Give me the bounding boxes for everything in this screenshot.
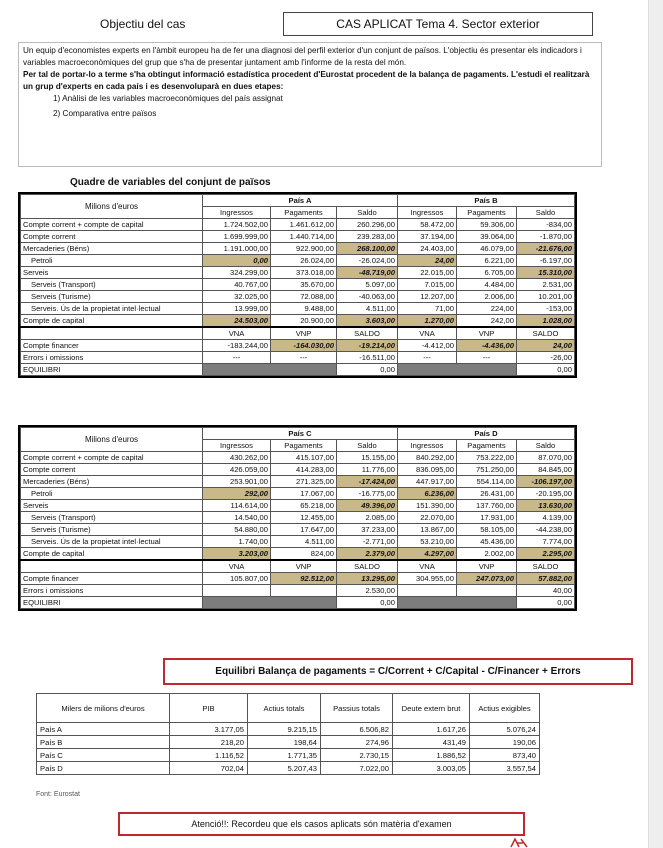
summary-header: Actius exigibles <box>470 694 540 723</box>
table-row <box>37 762 540 775</box>
summary-header: Passius totals <box>321 694 393 723</box>
table-cell: 24.503,00 <box>203 315 271 328</box>
row-label: Mercaderies (Béns) <box>21 476 203 488</box>
table-cell: 24.403,00 <box>398 243 457 255</box>
row-label: Compte corrent + compte de capital <box>21 452 203 464</box>
table-cell: 3.003,05 <box>393 762 470 775</box>
table-cell: 13.867,00 <box>398 524 457 536</box>
table-row <box>37 723 540 736</box>
table-cell: 6.705,00 <box>457 267 517 279</box>
table-cell: 271.325,00 <box>271 476 337 488</box>
col-header: Pagaments <box>457 207 517 219</box>
table-row <box>21 327 575 340</box>
intro-box <box>18 42 602 167</box>
equilibri-formula: Equilibri Balança de pagaments = C/Corrent + C/Capital - C/Financer + Errors <box>163 658 633 685</box>
table-cell: 2.295,00 <box>517 548 575 561</box>
table-cell-blank <box>398 364 517 376</box>
bop-table-1-frame <box>18 192 577 378</box>
table-cell <box>271 585 337 597</box>
objective-title: Objectiu del cas <box>100 17 186 31</box>
table-cell: 45.436,00 <box>457 536 517 548</box>
summary-header: Milers de milions d'euros <box>37 694 170 723</box>
table-cell: 24,00 <box>517 340 575 352</box>
row-label <box>21 327 203 340</box>
table-cell: 6.236,00 <box>398 488 457 500</box>
table-cell: 57.882,00 <box>517 573 575 585</box>
table-cell: 39.064,00 <box>457 231 517 243</box>
col-header: Ingressos <box>398 440 457 452</box>
table-cell: VNP <box>457 327 517 340</box>
table-cell: -16.775,00 <box>337 488 398 500</box>
table-cell: 268.100,00 <box>337 243 398 255</box>
table-row <box>21 340 575 352</box>
quadre-title: Quadre de variables del conjunt de països <box>70 177 271 188</box>
row-label: Compte financer <box>21 340 203 352</box>
table-cell: -6.197,00 <box>517 255 575 267</box>
summary-header: PIB <box>170 694 248 723</box>
table-cell: 14.540,00 <box>203 512 271 524</box>
milions-label: Milions d'euros <box>21 428 203 452</box>
scrollbar-track[interactable] <box>648 0 663 848</box>
table-cell: VNA <box>398 560 457 573</box>
table-cell: 11.776,00 <box>337 464 398 476</box>
table-cell: 9.488,00 <box>271 303 337 315</box>
table-cell: 37.194,00 <box>398 231 457 243</box>
table-cell: 17.067,00 <box>271 488 337 500</box>
col-header: Pagaments <box>271 207 337 219</box>
table-cell: SALDO <box>517 327 575 340</box>
table-cell: 13.630,00 <box>517 500 575 512</box>
table-row <box>21 231 575 243</box>
table-cell: --- <box>398 352 457 364</box>
row-label: Compte financer <box>21 573 203 585</box>
table-cell: 54.880,00 <box>203 524 271 536</box>
table-row <box>21 560 575 573</box>
row-label: Errors i omissions <box>21 585 203 597</box>
row-label: EQUILIBRI <box>21 597 203 609</box>
table-cell: 1.191.000,00 <box>203 243 271 255</box>
table-cell: VNA <box>203 327 271 340</box>
summary-country: País D <box>37 762 170 775</box>
table-cell: -20.195,00 <box>517 488 575 500</box>
col-header: Ingressos <box>203 207 271 219</box>
table-cell: 3.557,54 <box>470 762 540 775</box>
table-cell: 17.647,00 <box>271 524 337 536</box>
row-label: Compte corrent <box>21 231 203 243</box>
table-cell <box>203 585 271 597</box>
table-cell: 0,00 <box>517 364 575 376</box>
table-cell: 274,96 <box>321 736 393 749</box>
table-cell: 87.070,00 <box>517 452 575 464</box>
table-cell: 20.900,00 <box>271 315 337 328</box>
table-row <box>21 364 575 376</box>
table-row <box>21 352 575 364</box>
table-cell: -4.436,00 <box>457 340 517 352</box>
table-cell: 105.807,00 <box>203 573 271 585</box>
table-cell-blank <box>203 597 337 609</box>
table-cell: 4.139,00 <box>517 512 575 524</box>
table-cell: 84.845,00 <box>517 464 575 476</box>
table-cell: 22.070,00 <box>398 512 457 524</box>
table-cell: 1.886,52 <box>393 749 470 762</box>
table-row <box>21 524 575 536</box>
table-cell: 431,49 <box>393 736 470 749</box>
table-cell: 2.530,00 <box>337 585 398 597</box>
table-cell: 198,64 <box>248 736 321 749</box>
table-row <box>21 315 575 328</box>
table-cell: 12.455,00 <box>271 512 337 524</box>
table-cell: 753.222,00 <box>457 452 517 464</box>
table-cell: -44.238,00 <box>517 524 575 536</box>
col-header: Saldo <box>337 207 398 219</box>
table-cell: 873,40 <box>470 749 540 762</box>
table-cell: 2.379,00 <box>337 548 398 561</box>
table-cell: 1.740,00 <box>203 536 271 548</box>
table-row <box>21 548 575 561</box>
table-cell: 9.215,15 <box>248 723 321 736</box>
table-row <box>21 585 575 597</box>
table-cell: 751.250,00 <box>457 464 517 476</box>
table-cell: 218,20 <box>170 736 248 749</box>
table-cell: 1.724.502,00 <box>203 219 271 231</box>
table-cell: -26,00 <box>517 352 575 364</box>
table-cell <box>398 585 457 597</box>
row-label: Serveis <box>21 500 203 512</box>
col-header: Pagaments <box>457 440 517 452</box>
row-label: Petroli <box>21 488 203 500</box>
step-item-2: 2) Comparativa entre països <box>53 109 157 118</box>
table-cell: 6.506,82 <box>321 723 393 736</box>
table-cell: VNA <box>398 327 457 340</box>
col-header: Pagaments <box>271 440 337 452</box>
table-cell: 415.107,00 <box>271 452 337 464</box>
summary-table-frame <box>36 693 540 775</box>
intro-paragraph-1: Un equip d'economistes experts en l'àmbit europeu ha de fer una diagnosi del perfil exterior d'un conjunt de països. L'objectiu és presentar els indicadors i variables macroeconòmiques del grup que s'ha de presentar juntament amb l'informe de la resta del món. <box>23 46 582 67</box>
table-cell: SALDO <box>337 327 398 340</box>
table-row <box>37 736 540 749</box>
table-row <box>21 476 575 488</box>
table-cell: 247.073,00 <box>457 573 517 585</box>
bop-table-2-frame <box>18 425 577 611</box>
table-cell: -40.063,00 <box>337 291 398 303</box>
table-cell: 324.299,00 <box>203 267 271 279</box>
table-cell: 260.296,00 <box>337 219 398 231</box>
table-cell: 3.203,00 <box>203 548 271 561</box>
table-cell: 49.396,00 <box>337 500 398 512</box>
table-cell: 373.018,00 <box>271 267 337 279</box>
table-cell: 26.431,00 <box>457 488 517 500</box>
table-row <box>21 597 575 609</box>
table-row <box>21 512 575 524</box>
table-cell: --- <box>203 352 271 364</box>
table-cell: 4.297,00 <box>398 548 457 561</box>
table-cell: 426.059,00 <box>203 464 271 476</box>
row-label: Serveis <box>21 267 203 279</box>
table-cell: -4.412,00 <box>398 340 457 352</box>
intro-paragraph-2: Per tal de portar-lo a terme s'ha obtingut informació estadística procedent d'Eurostat procedent de la balança de pagaments. L'estudi el realitzarà un grup d'experts en cada país i es desenvoluparà en dues etapes: <box>23 70 590 91</box>
table-cell: VNA <box>203 560 271 573</box>
table-cell: 7.022,00 <box>321 762 393 775</box>
milions-label: Milions d'euros <box>21 195 203 219</box>
step-item-1: 1) Anàlisi de les variables macroeconòmiques del país assignat <box>53 94 283 103</box>
table-cell: 92.512,00 <box>271 573 337 585</box>
table-row <box>21 267 575 279</box>
country-header: País D <box>398 428 575 440</box>
col-header: Saldo <box>337 440 398 452</box>
table-cell: 40,00 <box>517 585 575 597</box>
row-label: Petroli <box>21 255 203 267</box>
row-label: Serveis (Transport) <box>21 512 203 524</box>
summary-header: Deute extern brut <box>393 694 470 723</box>
summary-country: País A <box>37 723 170 736</box>
row-label: Compte de capital <box>21 548 203 561</box>
table-cell: 12.207,00 <box>398 291 457 303</box>
table-cell: 447.917,00 <box>398 476 457 488</box>
table-cell: 840.292,00 <box>398 452 457 464</box>
table-cell: -183.244,00 <box>203 340 271 352</box>
row-label: Serveis (Transport) <box>21 279 203 291</box>
table-cell: 40.767,00 <box>203 279 271 291</box>
table-cell: 2.730,15 <box>321 749 393 762</box>
table-cell: -21.676,00 <box>517 243 575 255</box>
table-cell: 292,00 <box>203 488 271 500</box>
table-cell: 253.901,00 <box>203 476 271 488</box>
table-cell: 836.095,00 <box>398 464 457 476</box>
table-cell: 1.771,35 <box>248 749 321 762</box>
table-cell: 1.461.612,00 <box>271 219 337 231</box>
table-cell: 2.531,00 <box>517 279 575 291</box>
bop-table-1 <box>20 194 575 376</box>
table-cell: 7.774,00 <box>517 536 575 548</box>
table-cell: --- <box>271 352 337 364</box>
col-header: Saldo <box>517 440 575 452</box>
table-cell: 1.028,00 <box>517 315 575 328</box>
case-title: CAS APLICAT Tema 4. Sector exterior <box>283 12 593 36</box>
table-row <box>21 255 575 267</box>
table-cell: -164.030,00 <box>271 340 337 352</box>
table-cell: -48.719,00 <box>337 267 398 279</box>
table-cell: 15.310,00 <box>517 267 575 279</box>
table-row <box>21 452 575 464</box>
summary-country: País C <box>37 749 170 762</box>
row-label: Compte de capital <box>21 315 203 328</box>
table-cell: 1.699.999,00 <box>203 231 271 243</box>
table-cell: 35.670,00 <box>271 279 337 291</box>
table-cell: 32.025,00 <box>203 291 271 303</box>
table-cell: 2.085,00 <box>337 512 398 524</box>
col-header: Saldo <box>517 207 575 219</box>
table-cell: 922.900,00 <box>271 243 337 255</box>
row-label: EQUILIBRI <box>21 364 203 376</box>
table-cell: 702,04 <box>170 762 248 775</box>
table-cell: 65.218,00 <box>271 500 337 512</box>
table-cell: 13.295,00 <box>337 573 398 585</box>
col-header: Ingressos <box>203 440 271 452</box>
table-cell: VNP <box>271 560 337 573</box>
table-cell: 3.603,00 <box>337 315 398 328</box>
table-cell: 4.511,00 <box>271 536 337 548</box>
row-label: Mercaderies (Béns) <box>21 243 203 255</box>
table-cell: -2.771,00 <box>337 536 398 548</box>
table-cell: 304.955,00 <box>398 573 457 585</box>
table-cell <box>457 585 517 597</box>
table-cell: 22.015,00 <box>398 267 457 279</box>
country-header: País A <box>203 195 398 207</box>
table-cell: 5.076,24 <box>470 723 540 736</box>
row-label: Compte corrent + compte de capital <box>21 219 203 231</box>
table-cell: 2.006,00 <box>457 291 517 303</box>
summary-country: País B <box>37 736 170 749</box>
table-row <box>21 573 575 585</box>
table-row <box>21 488 575 500</box>
table-cell: 5.207,43 <box>248 762 321 775</box>
summary-table <box>36 693 540 775</box>
row-label: Compte corrent <box>21 464 203 476</box>
table-row <box>21 219 575 231</box>
table-cell: 137.760,00 <box>457 500 517 512</box>
exam-note: Atenció!!: Recordeu que els casos aplicats són matèria d'examen <box>118 812 525 836</box>
table-row <box>21 279 575 291</box>
table-row <box>21 536 575 548</box>
table-cell: 1.617,26 <box>393 723 470 736</box>
table-cell: -1.870,00 <box>517 231 575 243</box>
table-cell: 1.270,00 <box>398 315 457 328</box>
table-cell: 114.614,00 <box>203 500 271 512</box>
row-label: Errors i omissions <box>21 352 203 364</box>
table-cell: 17.931,00 <box>457 512 517 524</box>
table-cell: 0,00 <box>203 255 271 267</box>
bop-table-2 <box>20 427 575 609</box>
row-label <box>21 560 203 573</box>
table-cell: 4.484,00 <box>457 279 517 291</box>
table-cell: 3.177,05 <box>170 723 248 736</box>
table-cell: 24,00 <box>398 255 457 267</box>
table-cell: 10.201,00 <box>517 291 575 303</box>
table-cell: -106.197,00 <box>517 476 575 488</box>
table-cell: 37.233,00 <box>337 524 398 536</box>
table-cell: 58.472,00 <box>398 219 457 231</box>
source-note: Font: Eurostat <box>36 791 80 798</box>
row-label: Serveis. Ús de la propietat intel·lectual <box>21 536 203 548</box>
table-row <box>21 243 575 255</box>
table-cell: --- <box>457 352 517 364</box>
table-cell: 53.210,00 <box>398 536 457 548</box>
table-row <box>21 500 575 512</box>
table-cell: 6.221,00 <box>457 255 517 267</box>
row-label: Serveis (Turisme) <box>21 524 203 536</box>
table-cell: -16.511,00 <box>337 352 398 364</box>
table-cell: VNP <box>457 560 517 573</box>
row-label: Serveis (Turisme) <box>21 291 203 303</box>
table-cell: 554.114,00 <box>457 476 517 488</box>
table-cell: 824,00 <box>271 548 337 561</box>
table-cell-blank <box>398 597 517 609</box>
table-cell: 414.283,00 <box>271 464 337 476</box>
table-cell: 72.088,00 <box>271 291 337 303</box>
table-cell: 1.116,52 <box>170 749 248 762</box>
table-cell: -834,00 <box>517 219 575 231</box>
table-cell: VNP <box>271 327 337 340</box>
table-cell: -153,00 <box>517 303 575 315</box>
table-cell: 151.390,00 <box>398 500 457 512</box>
table-cell: 2.002,00 <box>457 548 517 561</box>
table-cell: 7.015,00 <box>398 279 457 291</box>
table-cell: 430.262,00 <box>203 452 271 464</box>
table-cell: 58.105,00 <box>457 524 517 536</box>
steps-list <box>23 93 597 120</box>
country-header: País C <box>203 428 398 440</box>
table-cell: 0,00 <box>337 364 398 376</box>
table-cell: 0,00 <box>337 597 398 609</box>
table-cell: 71,00 <box>398 303 457 315</box>
table-row <box>21 464 575 476</box>
logo-icon <box>509 837 529 848</box>
table-row <box>37 749 540 762</box>
table-cell: 190,06 <box>470 736 540 749</box>
table-cell: SALDO <box>517 560 575 573</box>
table-cell: -17.424,00 <box>337 476 398 488</box>
table-cell: 0,00 <box>517 597 575 609</box>
table-cell: 13.999,00 <box>203 303 271 315</box>
table-cell: 4.511,00 <box>337 303 398 315</box>
table-cell: 15.155,00 <box>337 452 398 464</box>
table-cell: 239.283,00 <box>337 231 398 243</box>
row-label: Serveis. Ús de la propietat intel·lectual <box>21 303 203 315</box>
table-cell: 5.097,00 <box>337 279 398 291</box>
table-cell: 46.079,00 <box>457 243 517 255</box>
table-cell: 1.440.714,00 <box>271 231 337 243</box>
country-header: País B <box>398 195 575 207</box>
col-header: Ingressos <box>398 207 457 219</box>
table-row <box>21 291 575 303</box>
table-cell: 224,00 <box>457 303 517 315</box>
table-cell: -26.024,00 <box>337 255 398 267</box>
table-cell-blank <box>203 364 337 376</box>
table-cell: -19.214,00 <box>337 340 398 352</box>
table-cell: 242,00 <box>457 315 517 328</box>
table-cell: 26.024,00 <box>271 255 337 267</box>
table-cell: 59.306,00 <box>457 219 517 231</box>
table-row <box>21 303 575 315</box>
summary-header: Actius totals <box>248 694 321 723</box>
table-cell: SALDO <box>337 560 398 573</box>
